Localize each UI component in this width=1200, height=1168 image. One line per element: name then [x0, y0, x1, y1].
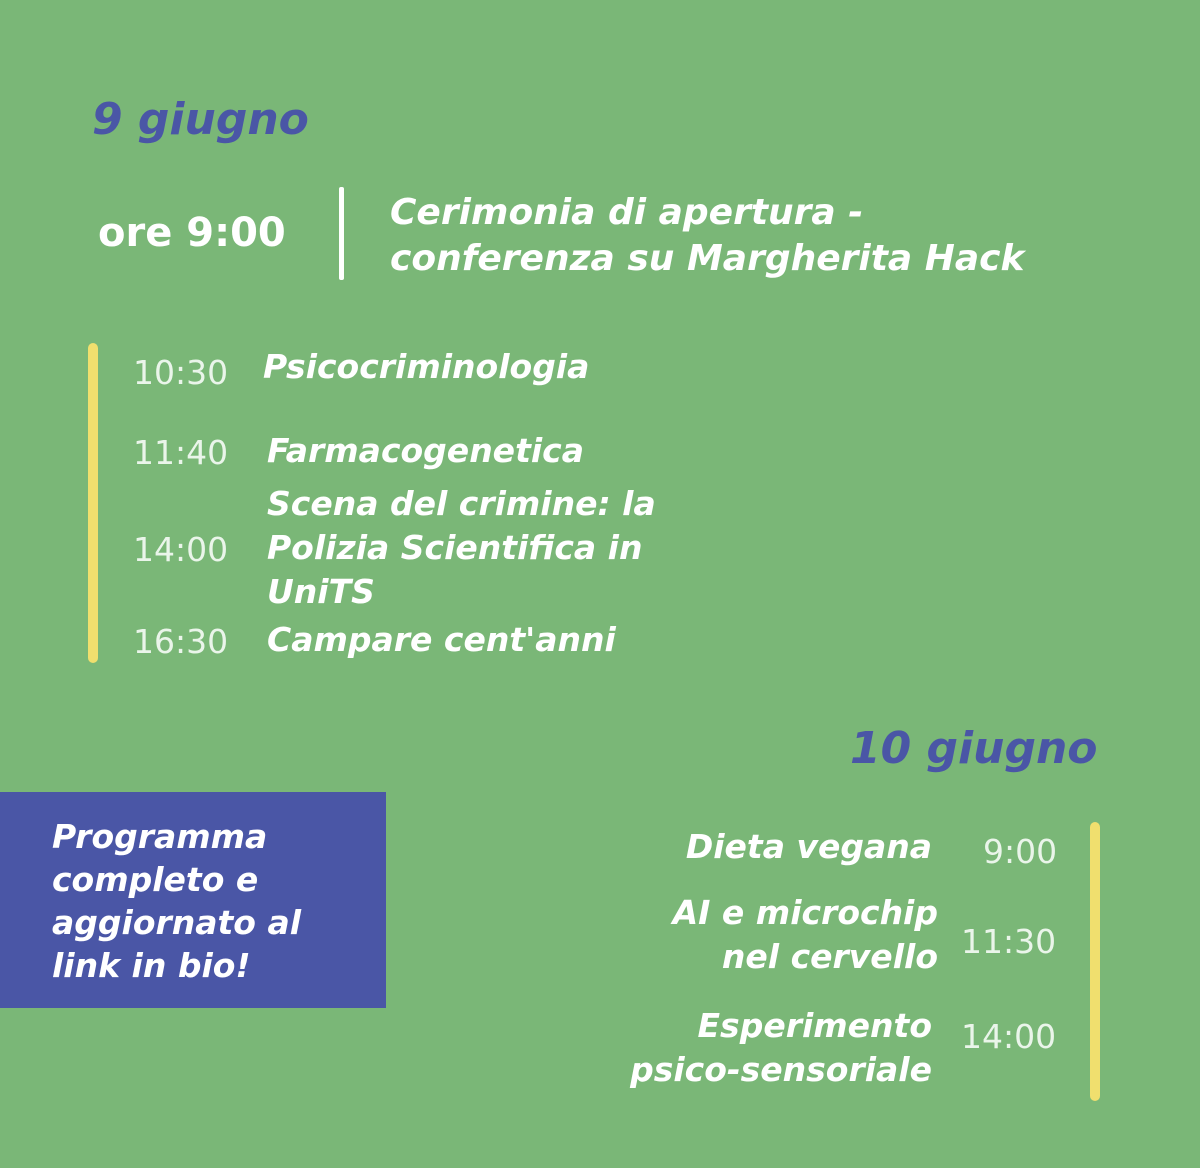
day-1-event-title: Scena del crimine: la Polizia Scientifica in UniTS	[267, 484, 656, 611]
info-box-text: Programma completo e aggiornato al link in bio!	[52, 817, 302, 985]
day-2-timeline-bar	[1090, 822, 1100, 1101]
day-2-event-title: Esperimento psico-sensoriale	[630, 1006, 932, 1089]
day-1-event-time: 16:30	[133, 622, 229, 661]
day-1-timeline-bar	[88, 343, 98, 663]
opening-title: Cerimonia di apertura - conferenza su Margherita Hack	[390, 192, 1025, 279]
day-1-event-title: Psicocriminologia	[263, 347, 590, 386]
day-1-event-title: Campare cent'anni	[267, 620, 616, 659]
day-2-title: 10 giugno	[850, 723, 1098, 774]
opening-divider	[339, 187, 344, 280]
day-2-event-title: AI e microchip nel cervello	[672, 893, 938, 976]
day-2-event-title: Dieta vegana	[685, 827, 932, 866]
day-1-title: 9 giugno	[92, 94, 309, 145]
day-1-event-time: 14:00	[133, 530, 229, 569]
day-2-event-time: 9:00	[983, 832, 1058, 871]
day-1-event-time: 11:40	[133, 433, 229, 472]
day-2-event-time: 11:30	[961, 922, 1057, 961]
opening-time: ore 9:00	[98, 210, 286, 256]
day-2-event-time: 14:00	[961, 1017, 1057, 1056]
day-1-event-time: 10:30	[133, 353, 229, 392]
day-1-event-title: Farmacogenetica	[267, 431, 584, 470]
